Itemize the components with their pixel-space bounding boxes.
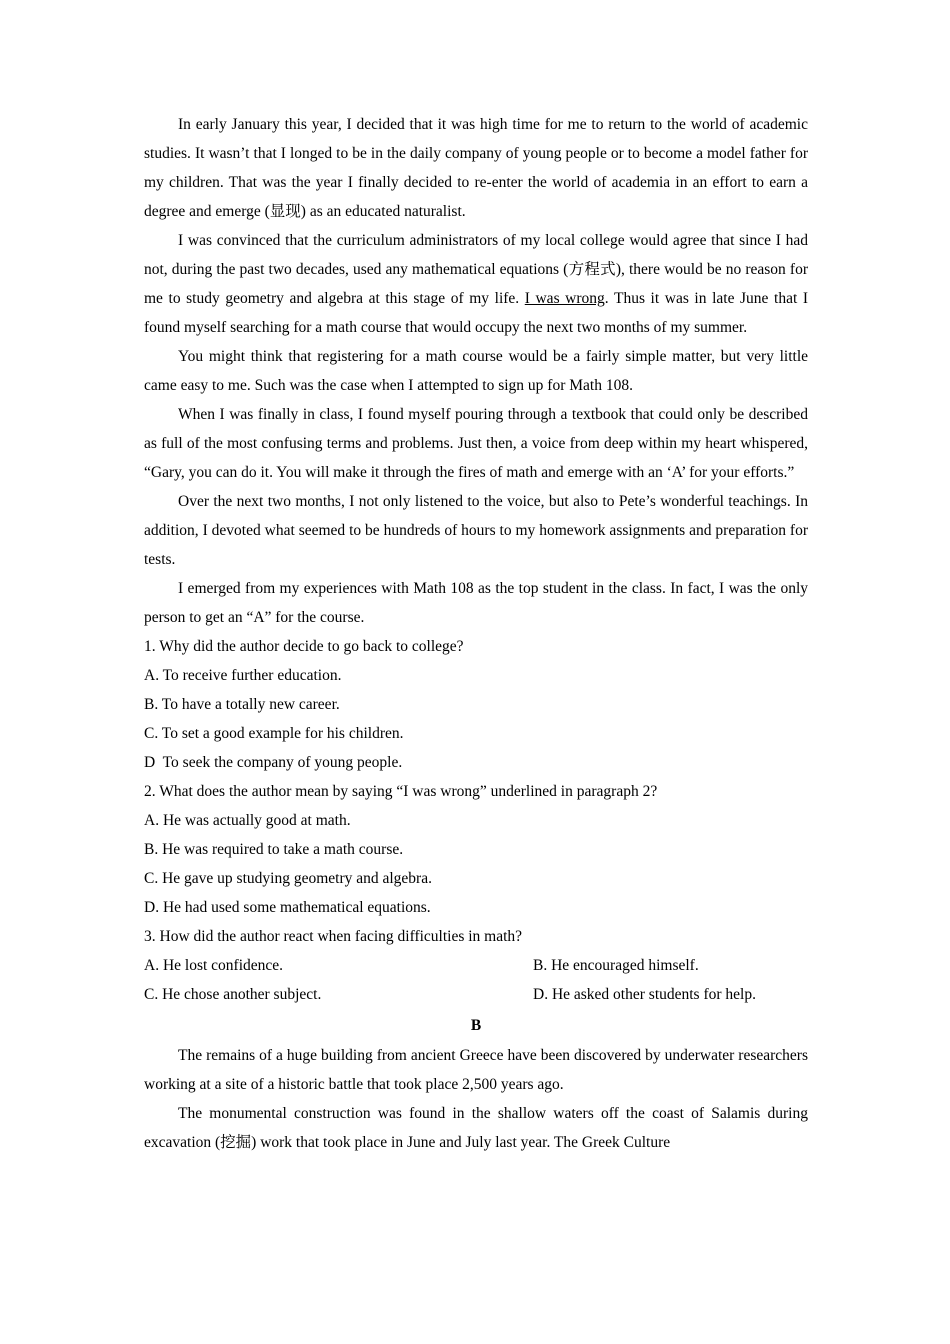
question-3-option-d: D. He asked other students for help.: [533, 986, 756, 1003]
question-1-option-d: D To seek the company of young people.: [144, 754, 403, 771]
question-2-stem: 2. What does the author mean by saying “I was wrong” underlined in paragraph 2?: [144, 783, 658, 800]
question-3-option-a: A. He lost confidence.: [144, 957, 284, 974]
question-1-option-a: A. To receive further education.: [144, 667, 342, 684]
passage-a-paragraph-4: When I was finally in class, I found myself pouring through a textbook that could only be described as full of the most confusing terms and problems. Just then, a voice from deep within my heart whispered, “Gary, you can do it. You will make it through the fires of math and emerge with an ‘A’ for your efforts.”: [144, 406, 808, 481]
question-1-option-c: C. To set a good example for his children.: [144, 725, 404, 742]
question-1-stem: 1. Why did the author decide to go back to college?: [144, 638, 464, 655]
paragraph-2-text-before: I was convinced that the curriculum administrators of my local college would agree that since I had not, during the past two decades, used any mathematical equations (方程式), there would be no reason for me to study geometry and algebra at this stage of my life.: [144, 232, 808, 307]
passage-a-paragraph-6: I emerged from my experiences with Math 108 as the top student in the class. In fact, I was the only person to get an “A” for the course.: [144, 580, 808, 626]
question-3-option-c: C. He chose another subject.: [144, 986, 322, 1003]
passage-a-paragraph-1: In early January this year, I decided that it was high time for me to return to the world of academic studies. It wasn’t that I longed to be in the daily company of young people or to become a model father for my children. That was the year I finally decided to re-enter the world of academia in an effort to earn a degree and emerge (显现) as an educated naturalist.: [144, 116, 808, 220]
question-3-options-row-2: [144, 980, 808, 1009]
question-1-option-b: B. To have a totally new career.: [144, 696, 340, 713]
document-page: [144, 110, 808, 1157]
passage-b-paragraph-2: The monumental construction was found in the shallow waters off the coast of Salamis during excavation (挖掘) work that took place in June and July last year. The Greek Culture: [144, 1105, 808, 1151]
paragraph-2-text-after: . Thus it was in late June that I found myself searching for a math course that would occupy the next two months of my summer.: [144, 290, 809, 336]
question-3-option-b: B. He encouraged himself.: [533, 957, 699, 974]
passage-a-paragraph-3: You might think that registering for a math course would be a fairly simple matter, but very little came easy to me. Such was the case when I attempted to sign up for Math 108.: [144, 348, 808, 394]
question-2-option-a: A. He was actually good at math.: [144, 812, 351, 829]
question-2-option-b: B. He was required to take a math course.: [144, 841, 404, 858]
section-b-title: B: [470, 1017, 482, 1034]
underlined-phrase: I was wrong: [524, 290, 605, 307]
passage-a-paragraph-5: Over the next two months, I not only listened to the voice, but also to Pete’s wonderful teachings. In addition, I devoted what seemed to be hundreds of hours to my homework assignments and preparation for tests.: [144, 493, 808, 568]
question-3-stem: 3. How did the author react when facing difficulties in math?: [144, 928, 523, 945]
question-2-option-c: C. He gave up studying geometry and algebra.: [144, 870, 432, 887]
passage-a-paragraph-2: [144, 226, 808, 342]
passage-b-paragraph-1: The remains of a huge building from ancient Greece have been discovered by underwater researchers working at a site of a historic battle that took place 2,500 years ago.: [144, 1047, 808, 1093]
question-3-options-row-1: [144, 951, 808, 980]
question-2-option-d: D. He had used some mathematical equations.: [144, 899, 431, 916]
